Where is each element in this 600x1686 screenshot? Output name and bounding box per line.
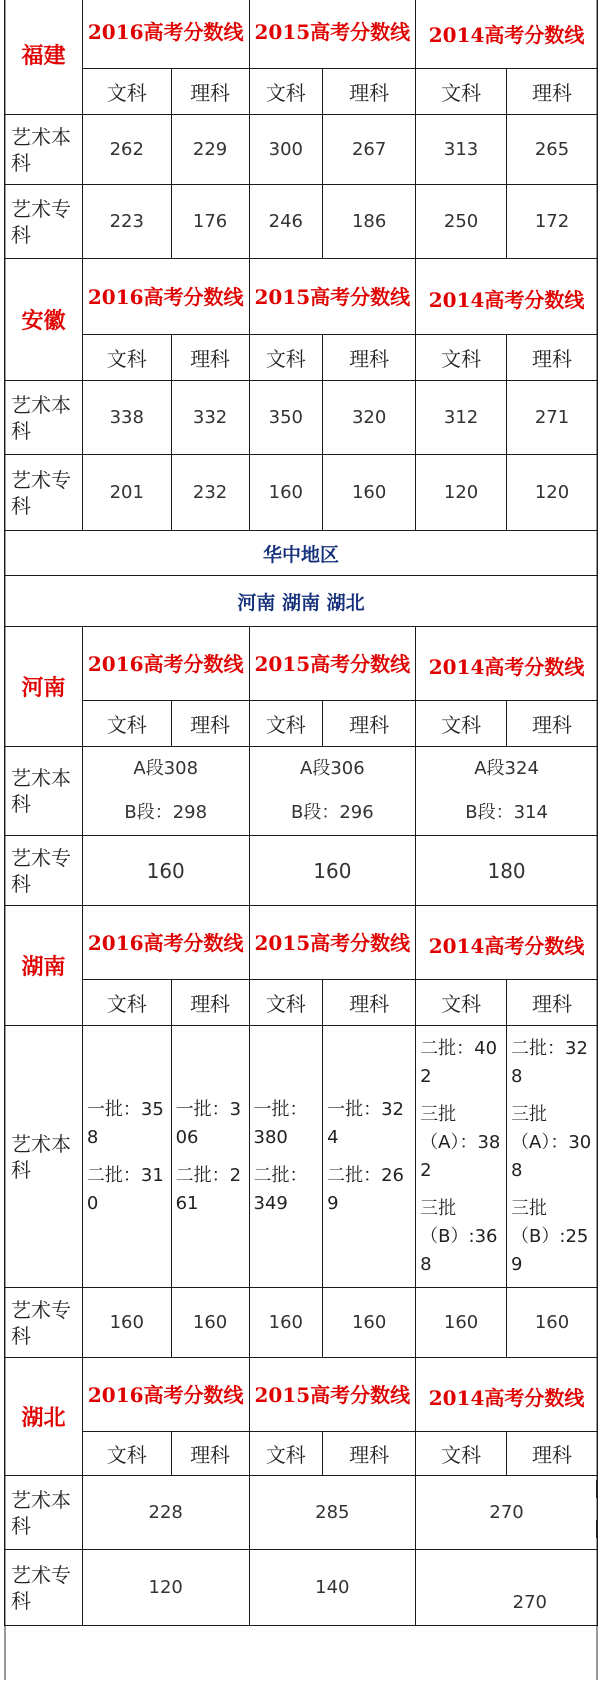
batch-score: 二批：310 xyxy=(86,1164,164,1214)
score-cell: 265 xyxy=(507,115,598,185)
score-cell: 172 xyxy=(507,185,598,259)
row-label: 艺术专科 xyxy=(5,1550,83,1626)
province-name: 湖南 xyxy=(5,906,83,1026)
row-label: 艺术本科 xyxy=(5,747,83,836)
hunan-header-row xyxy=(5,906,598,980)
subject-li: 理科 xyxy=(171,335,249,381)
year-2015-header: 2015高考分数线 xyxy=(249,259,416,335)
score-table xyxy=(4,0,598,1626)
row-label: 艺术专科 xyxy=(5,185,83,259)
score-cell: 223 xyxy=(82,185,171,259)
subject-wen: 文科 xyxy=(416,701,507,747)
year-2014-header: 2014高考分数线 xyxy=(416,906,598,980)
score-cell: 160 xyxy=(416,1288,507,1358)
region-provinces: 河南 湖南 湖北 xyxy=(5,576,598,627)
fujian-header-row xyxy=(5,0,598,69)
province-name: 河南 xyxy=(5,627,83,747)
batch-score: 一批：358 xyxy=(86,1098,164,1148)
score-cell: 320 xyxy=(323,381,416,455)
subject-wen: 文科 xyxy=(82,69,171,115)
score-cell: 250 xyxy=(416,185,507,259)
row-label: 艺术本科 xyxy=(5,115,83,185)
subject-wen: 文科 xyxy=(82,980,171,1026)
province-name: 福建 xyxy=(5,0,83,115)
year-2014-header: 2014高考分数线 xyxy=(416,627,598,701)
subject-li: 理科 xyxy=(171,701,249,747)
table-row xyxy=(5,381,598,455)
segment-b: B段：296 xyxy=(290,802,374,823)
year-2016-header: 2016高考分数线 xyxy=(82,0,249,69)
subject-li: 理科 xyxy=(323,1432,416,1476)
score-cell: 338 xyxy=(82,381,171,455)
score-cell xyxy=(82,1026,171,1288)
score-cell: 271 xyxy=(507,381,598,455)
subject-row xyxy=(5,701,598,747)
year-2015-header: 2015高考分数线 xyxy=(249,1358,416,1432)
score-cell: 228 xyxy=(82,1476,249,1550)
batch-score: 一批：306 xyxy=(175,1098,242,1148)
subject-li: 理科 xyxy=(507,335,598,381)
row-label: 艺术本科 xyxy=(5,381,83,455)
score-cell xyxy=(171,1026,249,1288)
batch-score: 二批：328 xyxy=(511,1037,588,1087)
score-cell: 285 xyxy=(249,1476,416,1550)
subject-li: 理科 xyxy=(323,69,416,115)
score-cell xyxy=(249,747,416,836)
score-cell: 300 xyxy=(249,115,323,185)
score-cell: 160 xyxy=(249,455,323,531)
score-cell: 232 xyxy=(171,455,249,531)
anhui-header-row xyxy=(5,259,598,335)
subject-wen: 文科 xyxy=(82,1432,171,1476)
score-cell: 201 xyxy=(82,455,171,531)
batch-score: 三批（B）:368 xyxy=(420,1197,498,1275)
subject-wen: 文科 xyxy=(416,1432,507,1476)
score-cell: 160 xyxy=(507,1288,598,1358)
subject-wen: 文科 xyxy=(82,335,171,381)
table-row xyxy=(5,1476,598,1550)
subject-li: 理科 xyxy=(507,1432,598,1476)
subject-li: 理科 xyxy=(171,1432,249,1476)
subject-li: 理科 xyxy=(323,980,416,1026)
table-row xyxy=(5,115,598,185)
province-name: 湖北 xyxy=(5,1358,83,1476)
score-cell: 120 xyxy=(507,455,598,531)
segment-b: B段：314 xyxy=(465,802,548,823)
batch-score: 二批：269 xyxy=(327,1164,404,1214)
edge-marks xyxy=(594,1480,600,1580)
region-provinces-row xyxy=(5,576,598,627)
year-2015-header: 2015高考分数线 xyxy=(249,0,416,69)
subject-row xyxy=(5,1432,598,1476)
score-cell: 312 xyxy=(416,381,507,455)
year-2016-header: 2016高考分数线 xyxy=(82,1358,249,1432)
score-cell: 140 xyxy=(249,1550,416,1626)
year-2016-header: 2016高考分数线 xyxy=(82,259,249,335)
table-row xyxy=(5,455,598,531)
score-cell: 160 xyxy=(82,1288,171,1358)
score-cell xyxy=(82,747,249,836)
batch-score: 三批（B）:259 xyxy=(511,1197,589,1275)
score-cell: 262 xyxy=(82,115,171,185)
score-cell: 270 xyxy=(416,1550,598,1626)
subject-wen: 文科 xyxy=(249,69,323,115)
segment-b: B段：298 xyxy=(124,802,208,823)
subject-li: 理科 xyxy=(171,980,249,1026)
score-cell: 246 xyxy=(249,185,323,259)
segment-a: A段324 xyxy=(474,758,539,779)
subject-li: 理科 xyxy=(507,980,598,1026)
year-2015-header: 2015高考分数线 xyxy=(249,627,416,701)
row-label: 艺术专科 xyxy=(5,836,83,906)
subject-wen: 文科 xyxy=(249,701,323,747)
score-cell: 160 xyxy=(323,1288,416,1358)
subject-wen: 文科 xyxy=(416,335,507,381)
year-2016-header: 2016高考分数线 xyxy=(82,906,249,980)
score-cell xyxy=(416,1026,507,1288)
score-cell xyxy=(507,1026,598,1288)
score-cell: 270 xyxy=(416,1476,598,1550)
batch-score: 三批（A）：382 xyxy=(420,1103,501,1181)
subject-li: 理科 xyxy=(323,701,416,747)
score-cell: 186 xyxy=(323,185,416,259)
subject-li: 理科 xyxy=(323,335,416,381)
subject-wen: 文科 xyxy=(416,69,507,115)
region-title-row xyxy=(5,531,598,576)
subject-row xyxy=(5,980,598,1026)
year-2014-header: 2014高考分数线 xyxy=(416,0,598,69)
table-row xyxy=(5,1550,598,1626)
row-label: 艺术本科 xyxy=(5,1476,83,1550)
score-cell: 313 xyxy=(416,115,507,185)
score-cell xyxy=(249,1026,323,1288)
subject-row xyxy=(5,335,598,381)
score-cell: 267 xyxy=(323,115,416,185)
year-2014-header: 2014高考分数线 xyxy=(416,1358,598,1432)
table-row xyxy=(5,836,598,906)
score-cell: 180 xyxy=(416,836,598,906)
row-label: 艺术专科 xyxy=(5,1288,83,1358)
score-cell xyxy=(323,1026,416,1288)
subject-row xyxy=(5,69,598,115)
subject-wen: 文科 xyxy=(82,701,171,747)
score-cell: 160 xyxy=(82,836,249,906)
score-cell xyxy=(416,747,598,836)
score-cell: 120 xyxy=(416,455,507,531)
score-cell: 160 xyxy=(249,1288,323,1358)
hubei-header-row xyxy=(5,1358,598,1432)
subject-li: 理科 xyxy=(171,69,249,115)
batch-score: 二批：402 xyxy=(420,1037,498,1087)
subject-li: 理科 xyxy=(507,701,598,747)
batch-score: 二批：261 xyxy=(175,1164,242,1214)
score-cell: 120 xyxy=(82,1550,249,1626)
subject-wen: 文科 xyxy=(249,980,323,1026)
score-cell: 350 xyxy=(249,381,323,455)
region-title: 华中地区 xyxy=(5,531,598,576)
segment-a: A段308 xyxy=(133,758,199,779)
score-cell: 176 xyxy=(171,185,249,259)
subject-wen: 文科 xyxy=(249,1432,323,1476)
row-label: 艺术本科 xyxy=(5,1026,83,1288)
batch-score: 三批（A）：308 xyxy=(511,1103,592,1181)
score-cell: 160 xyxy=(249,836,416,906)
score-cell: 229 xyxy=(171,115,249,185)
batch-score: 一批：324 xyxy=(327,1098,404,1148)
score-cell: 332 xyxy=(171,381,249,455)
table-row xyxy=(5,1288,598,1358)
henan-header-row xyxy=(5,627,598,701)
subject-wen: 文科 xyxy=(249,335,323,381)
table-row xyxy=(5,1026,598,1288)
row-label: 艺术专科 xyxy=(5,455,83,531)
subject-li: 理科 xyxy=(507,69,598,115)
year-2014-header: 2014高考分数线 xyxy=(416,259,598,335)
batch-score: 一批：380 xyxy=(253,1098,308,1148)
province-name: 安徽 xyxy=(5,259,83,381)
table-row xyxy=(5,747,598,836)
year-2015-header: 2015高考分数线 xyxy=(249,906,416,980)
batch-score: 二批：349 xyxy=(253,1164,308,1214)
score-cell: 160 xyxy=(323,455,416,531)
segment-a: A段306 xyxy=(300,758,365,779)
year-2016-header: 2016高考分数线 xyxy=(82,627,249,701)
score-cell: 160 xyxy=(171,1288,249,1358)
subject-wen: 文科 xyxy=(416,980,507,1026)
table-row xyxy=(5,185,598,259)
